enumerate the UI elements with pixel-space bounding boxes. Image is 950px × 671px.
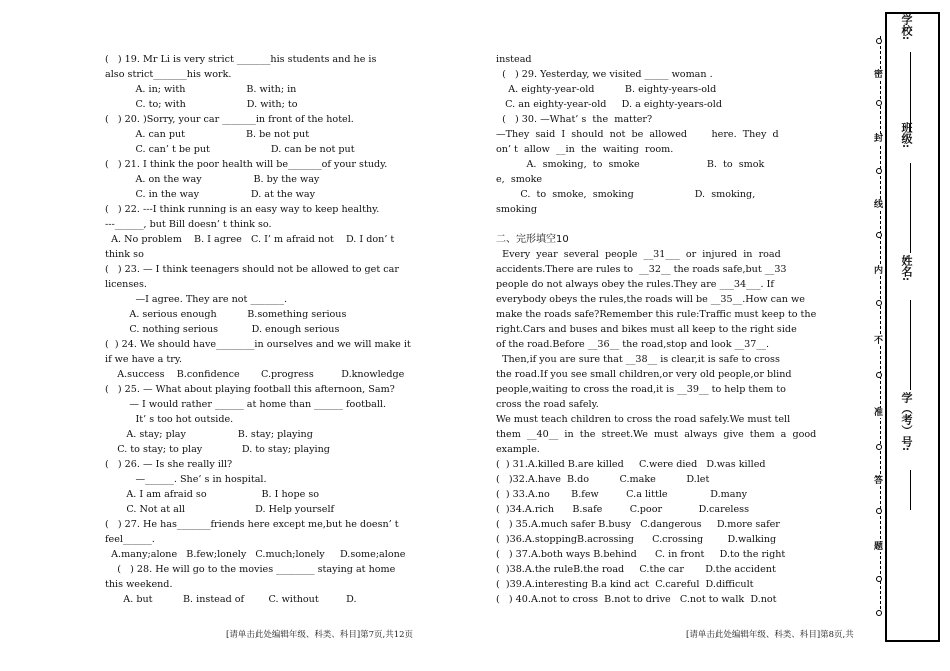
- right-text-line: C. to smoke, smoking D. smoking,: [496, 189, 756, 200]
- right-text-line: ( )38.A.the ruleB.the road C.the car D.the accident: [496, 564, 776, 575]
- left-text-line: A. can put B. be not put: [105, 129, 310, 140]
- binding-dot: [876, 576, 882, 582]
- left-text-line: A. serious enough B.something serious: [105, 309, 347, 320]
- left-text-line: C. Not at all D. Help yourself: [105, 504, 335, 515]
- left-text-line: ( ) 21. I think the poor health will be_______of your study.: [105, 159, 388, 170]
- left-text-line: ( ) 24. We should have________in ourselves and we will make it: [105, 339, 411, 350]
- right-text-line: ( )32.A.have B.do C.make D.let: [496, 474, 710, 485]
- right-text-line: ( ) 37.A.both ways B.behind C. in front D.to the right: [496, 549, 786, 560]
- binding-dot: [876, 300, 882, 306]
- right-text-line: accidents.There are rules to __32__ the roads safe,but __33: [496, 264, 787, 275]
- binding-dot: [876, 444, 882, 450]
- left-text-line: if we have a try.: [105, 354, 183, 365]
- left-text-line: this weekend.: [105, 579, 173, 590]
- right-text-line: —They said I should not be allowed here. They d: [496, 129, 779, 140]
- left-text-line: feel______.: [105, 534, 155, 545]
- left-text-line: also strict_______his work.: [105, 69, 232, 80]
- right-text-line: ( )34.A.rich B.safe C.poor D.careless: [496, 504, 750, 515]
- binding-line-char: 准: [874, 408, 884, 418]
- right-text-line: We must teach children to cross the road safely.We must tell: [496, 414, 791, 425]
- right-text-line: Every year several people __31___ or injured in road: [496, 249, 781, 260]
- right-text-line: 二、完形填空10: [496, 234, 569, 245]
- right-text-line: right.Cars and buses and bikes must all keep to the right side: [496, 324, 797, 335]
- class-label: 班级:: [900, 122, 913, 149]
- right-text-line: ( )39.A.interesting B.a kind act C.careful D.difficult: [496, 579, 754, 590]
- school-write-line[interactable]: [910, 52, 911, 132]
- left-text-line: —______. She’ s in hospital.: [105, 474, 267, 485]
- left-text-line: C. to; with D. with; to: [105, 99, 298, 110]
- left-text-line: C. can’ t be put D. can be not put: [105, 144, 355, 155]
- left-text-line: A.success B.confidence C.progress D.knowledge: [105, 369, 405, 380]
- left-text-line: ( ) 22. ---I think running is an easy way to keep healthy.: [105, 204, 380, 215]
- right-text-line: ( )36.A.stoppingB.acrossing C.crossing D.walking: [496, 534, 777, 545]
- left-text-line: A. No problem B. I agree C. I’ m afraid not D. I don’ t: [105, 234, 395, 245]
- class-write-line[interactable]: [910, 163, 911, 253]
- binding-line-char: 不: [874, 336, 884, 346]
- right-text-line: ( ) 31.A.killed B.are killed C.were died D.was killed: [496, 459, 766, 470]
- right-text-line: people do not always obey the rules.They are ___34___. If: [496, 279, 774, 290]
- right-text-line: instead: [496, 54, 532, 65]
- left-text-line: licenses.: [105, 279, 147, 290]
- right-text-line: ( ) 33.A.no B.few C.a little D.many: [496, 489, 748, 500]
- right-text-line: e, smoke: [496, 174, 543, 185]
- left-text-line: —I agree. They are not _______.: [105, 294, 288, 305]
- left-text-line: ( ) 26. — Is she really ill?: [105, 459, 233, 470]
- left-text-line: A. in; with B. with; in: [105, 84, 297, 95]
- left-text-line: ( ) 28. He will go to the movies ________ staying at home: [105, 564, 396, 575]
- left-text-line: A. but B. instead of C. without D.: [105, 594, 357, 605]
- left-text-line: ( ) 25. — What about playing football this afternoon, Sam?: [105, 384, 395, 395]
- left-text-line: It’ s too hot outside.: [105, 414, 234, 425]
- left-text-line: A. stay; play B. stay; playing: [105, 429, 313, 440]
- left-text-line: C. nothing serious D. enough serious: [105, 324, 340, 335]
- right-text-line: everybody obeys the rules,the roads will be __35__.How can we: [496, 294, 805, 305]
- left-text-line: ( ) 27. He has_______friends here except me,but he doesn’ t: [105, 519, 399, 530]
- right-text-line: Then,if you are sure that __38__ is clear,it is safe to cross: [496, 354, 780, 365]
- binding-dot: [876, 38, 882, 44]
- right-text-line: cross the road safely.: [496, 399, 599, 410]
- page-footer-right[interactable]: [请单击此处编辑年级、科类、科目]第8页,共: [686, 630, 854, 640]
- right-text-line: smoking: [496, 204, 537, 215]
- binding-line-char: 封: [874, 134, 884, 144]
- right-text-line: example.: [496, 444, 540, 455]
- left-text-line: A.many;alone B.few;lonely C.much;lonely D.some;alone: [105, 549, 406, 560]
- binding-line-char: 线: [874, 200, 884, 210]
- left-text-line: A. on the way B. by the way: [105, 174, 320, 185]
- right-text-line: the road.If you see small children,or very old people,or blind: [496, 369, 792, 380]
- left-text-line: ( ) 23. — I think teenagers should not be allowed to get car: [105, 264, 399, 275]
- binding-dot: [876, 610, 882, 616]
- left-text-line: ( ) 19. Mr Li is very strict _______his students and he is: [105, 54, 377, 65]
- exam-number-label: 学（考）号:: [900, 392, 913, 452]
- name-label: 姓名:: [900, 255, 913, 282]
- binding-dot: [876, 232, 882, 238]
- right-text-line: [496, 217, 848, 232]
- binding-line-char: 题: [874, 542, 884, 552]
- right-text-line: ( ) 29. Yesterday, we visited _____ woman .: [496, 69, 713, 80]
- school-label: 学校:: [900, 14, 913, 41]
- binding-dot: [876, 100, 882, 106]
- exam-number-write-line[interactable]: [910, 470, 911, 510]
- binding-dot: [876, 168, 882, 174]
- binding-line-char: 答: [874, 476, 884, 486]
- left-text-line: ( ) 20. )Sorry, your car _______in front of the hotel.: [105, 114, 354, 125]
- right-text-line: A. smoking, to smoke B. to smok: [496, 159, 765, 170]
- right-text-line: people,waiting to cross the road,it is __39__ to help them to: [496, 384, 786, 395]
- right-text-line: ( ) 35.A.much safer B.busy C.dangerous D.more safer: [496, 519, 780, 530]
- binding-dashed-line: [880, 36, 881, 614]
- right-text-line: make the roads safe?Remember this rule:Traffic must keep to the: [496, 309, 817, 320]
- right-text-line: ( ) 40.A.not to cross B.not to drive C.not to walk D.not: [496, 594, 777, 605]
- name-write-line[interactable]: [910, 300, 911, 390]
- binding-dot: [876, 372, 882, 378]
- left-text-line: — I would rather ______ at home than ______ football.: [105, 399, 387, 410]
- left-question-column: [105, 52, 465, 607]
- right-text-line: of the road.Before __36__ the road,stop and look __37__.: [496, 339, 770, 350]
- left-text-line: C. to stay; to play D. to stay; playing: [105, 444, 330, 455]
- right-text-line: C. an eighty-year-old D. a eighty-years-old: [496, 99, 723, 110]
- right-text-line: them __40__ in the street.We must always give them a good: [496, 429, 817, 440]
- left-text-line: ---______, but Bill doesn’ t think so.: [105, 219, 272, 230]
- left-text-line: C. in the way D. at the way: [105, 189, 316, 200]
- binding-line-char: 内: [874, 266, 884, 276]
- right-question-column: [496, 52, 848, 607]
- student-info-frame: [885, 12, 940, 642]
- right-text-line: ( ) 30. —What’ s the matter?: [496, 114, 653, 125]
- right-text-line: on’ t allow __in the waiting room.: [496, 144, 674, 155]
- binding-line-char: 密: [874, 70, 884, 80]
- left-text-line: A. I am afraid so B. I hope so: [105, 489, 320, 500]
- page-footer-left[interactable]: [请单击此处编辑年级、科类、科目]第7页,共12页: [226, 630, 414, 640]
- binding-dot: [876, 508, 882, 514]
- right-text-line: A. eighty-year-old B. eighty-years-old: [496, 84, 717, 95]
- left-text-line: think so: [105, 249, 144, 260]
